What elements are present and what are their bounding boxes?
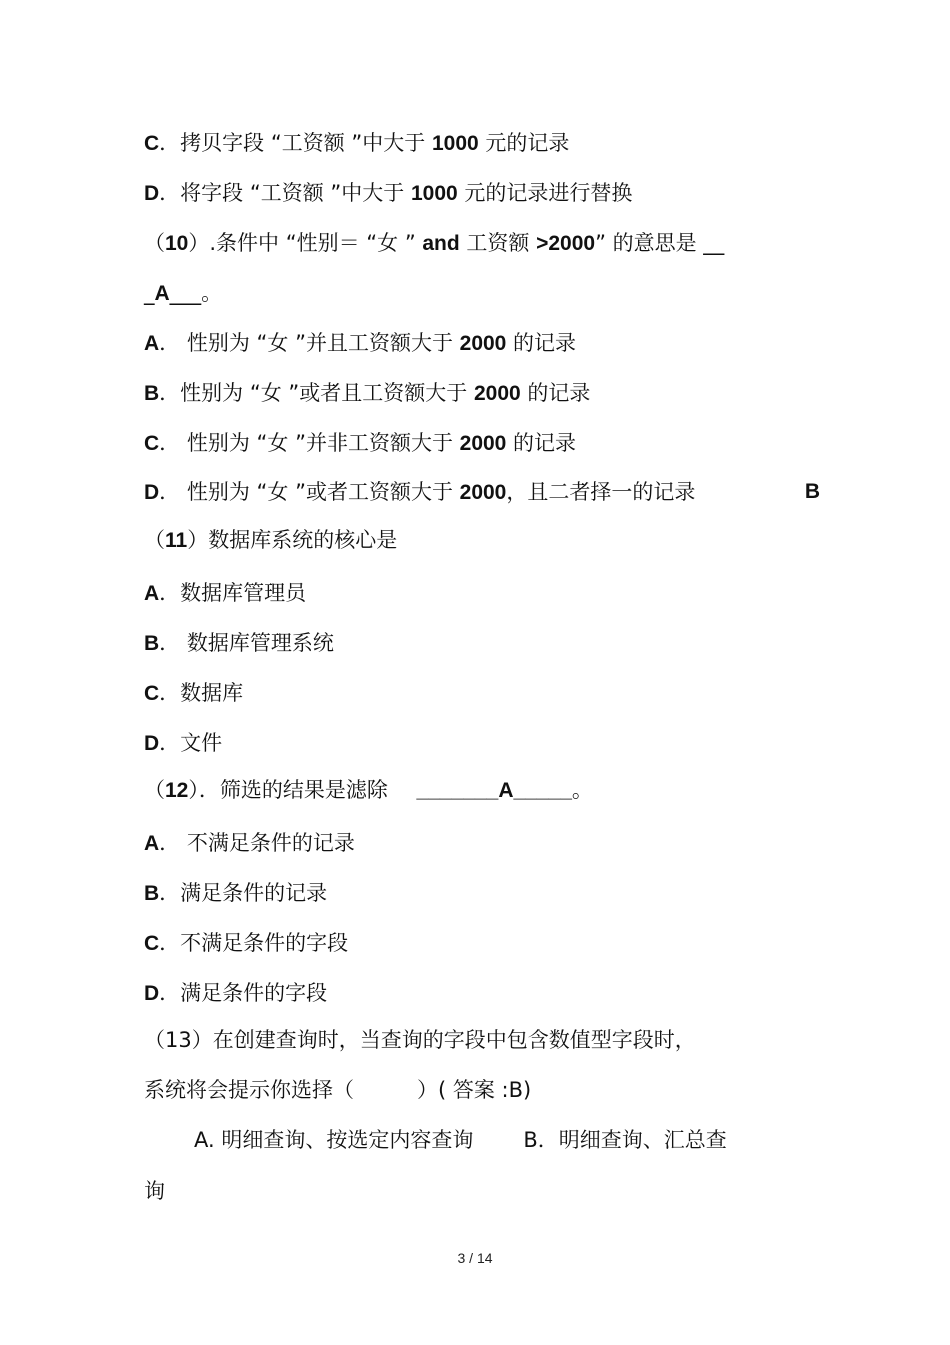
option-line: D．文件: [144, 731, 223, 755]
question-line: 系统将会提示你选择（ ）( 答案 :B): [144, 1078, 532, 1102]
page-number: 3 / 14: [457, 1250, 493, 1266]
option-line: A. 明细查询、按选定内容查询 B．明细查询、汇总查: [194, 1128, 727, 1152]
option-line: B．满足条件的记录: [144, 881, 328, 905]
option-line: C．不满足条件的字段: [144, 931, 349, 955]
answer-mark: B: [804, 480, 820, 503]
option-line: D．满足条件的字段: [144, 981, 328, 1005]
option-line: C．拷贝字段 “工资额 ”中大于 1000 元的记录: [144, 131, 570, 155]
option-line: D．将字段 “工资额 ”中大于 1000 元的记录进行替换: [144, 181, 633, 205]
question-line: （10）.条件中 “性别＝ “女 ” and 工资额 >2000” 的意思是 __: [144, 231, 725, 255]
option-line: C．数据库: [144, 681, 244, 705]
option-line: D． 性别为 “女 ”或者工资额大于 2000，且二者择一的记录 B: [144, 477, 820, 508]
option-line: A． 不满足条件的记录: [144, 831, 355, 855]
option-line: A． 性别为 “女 ”并且工资额大于 2000 的记录: [144, 331, 577, 355]
question-line: （13）在创建查询时，当查询的字段中包含数值型字段时，: [144, 1028, 696, 1052]
answer-line: _A___。: [144, 281, 223, 305]
option-line: C． 性别为 “女 ”并非工资额大于 2000 的记录: [144, 431, 577, 455]
option-line: B． 数据库管理系统: [144, 631, 334, 655]
question-line: （12）．筛选的结果是滤除 _______A_____。: [144, 778, 593, 802]
question-line: （11）数据库系统的核心是: [144, 528, 398, 552]
option-line: 询: [144, 1179, 165, 1203]
option-line: B．性别为 “女 ”或者且工资额大于 2000 的记录: [144, 381, 591, 405]
option-line: A．数据库管理员: [144, 581, 307, 605]
